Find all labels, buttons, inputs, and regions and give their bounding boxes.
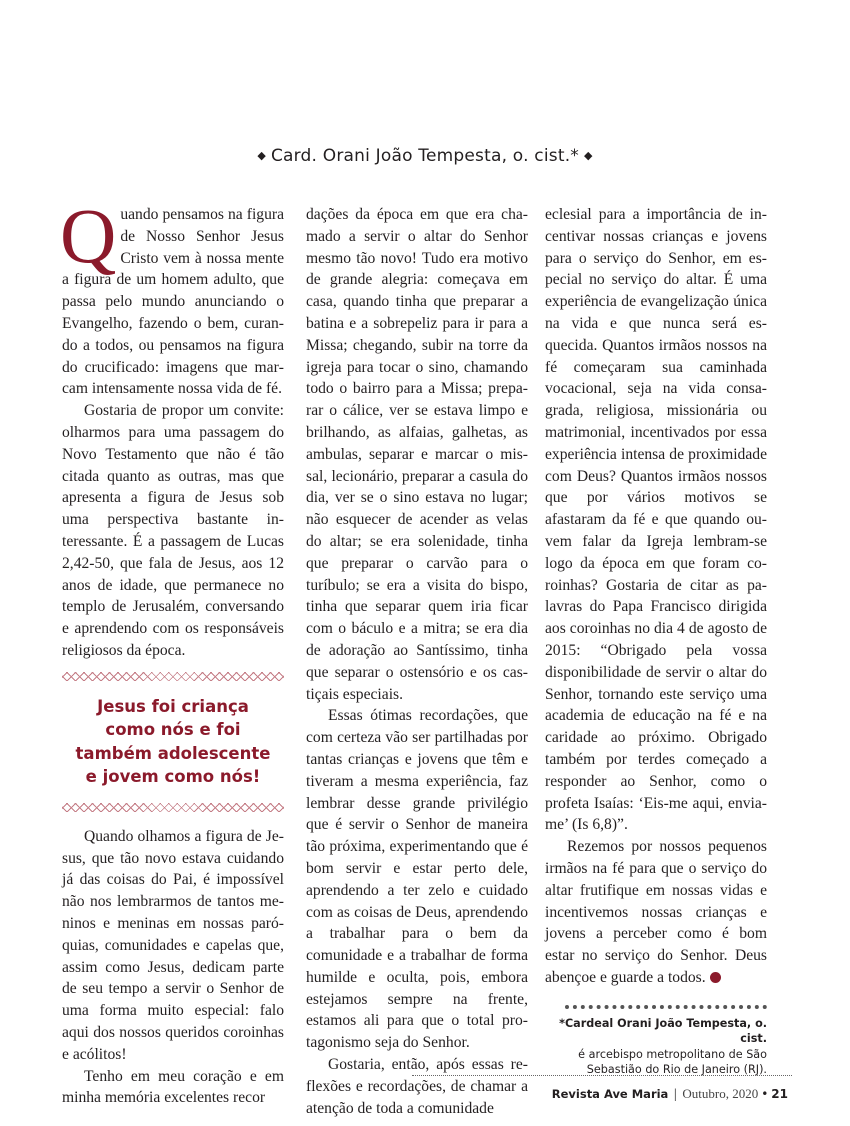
drop-cap: Q (60, 192, 117, 279)
paragraph: Gostaria de propor um convite: olharmos para uma passagem do Novo Testamento que não é tão citada quanto as outras, mas que apresenta a figura de Jesus sob uma perspectiva bastante interessante. É a passagem de Lucas 2,42-50, que fala de Jesus, aos 12 anos de idade, que permanece no templo de Jerusalém, conversando e aprendendo com os responsáveis religiosos da época. (62, 402, 284, 659)
pull-quote-line: e jovem como nós! (85, 767, 261, 787)
bio-name: *Cardeal Orani João Tempesta, o. cist. (559, 1016, 767, 1046)
page-footer (552, 1086, 788, 1102)
byline (0, 146, 850, 166)
footer-divider (412, 1075, 792, 1076)
paragraph: Quando olhamos a figura de Jesus, que tão novo estava cuidando já das coisas do Pai, é impossível não nos lembrarmos de tantos meninos e meninas em nossas paróquias, comunidades e capelas que, assim como Jesus, dedicam parte de seu tempo a servir o Senhor de uma forma muito especial: falo aqui dos nossos queridos coroinhas e acólitos! (62, 827, 284, 1063)
paragraph (545, 836, 767, 989)
ornament-divider (62, 672, 284, 681)
paragraph-text: uando pensamos na figura de Nosso Senhor Jesus Cristo vem à nossa mente a figura de um homem adulto, que passa pelo mundo anunciando o Evangelho, fazendo o bem, curando a todos, ou pensamos na figura do crucificado: imagens que marcam intensamente nossa vida de fé. (62, 206, 284, 398)
paragraph: dações da época em que era chamado a servir o altar do Senhor mesmo tão novo! Tudo era motivo de grande alegria: começava em casa, quando tinha que preparar a batina e a sobrepeliz para ir para a Missa; chegando, subir na torre da igreja para tocar o sino, chamando todo o bairro para a Missa; preparar o cálice, ver se estava limpo e brilhando, as alfaias, galhetas, as ambulas, separar e marcar o missal, lecionário, preparar a casula do dia, ver se o sino estava no lugar; não esquecer de acender as velas do altar; se era solenidade, tinha que preparar o carvão para o turíbulo; se era a visita do bispo, tinha que separar quem iria ficar com o báculo e a mitra; se era dia de adoração ao Santíssimo, tinha que separar o ostensório e os castiçais especiais. (306, 206, 528, 703)
article-column-2 (306, 204, 528, 1119)
paragraph: Tenho em meu coração e em minha memória excelentes recor (62, 1067, 284, 1107)
paragraph-text: Rezemos por nossos pequenos irmãos na fé para que o serviço do altar frutifique em nossas vidas e incentivemos nossas crianças e jovens a perceber como é bom estar no serviço do Senhor. Deus abençoe e guarde a todos. (545, 838, 767, 986)
bullet-icon: • (761, 1087, 769, 1101)
author-bio (545, 1005, 767, 1078)
diamond-ornament-icon: ◆ (257, 149, 266, 162)
diamond-ornament-icon: ◆ (584, 149, 593, 162)
article-column-1 (60, 192, 284, 1109)
issue-date: Outubro, 2020 (682, 1086, 759, 1101)
paragraph: Essas ótimas recordações, que com certeza vão ser partilhadas por tantas crianças e jovens que têm e tiveram a mesma experiência, faz lembrar desse grande privilégio que é servir o Senhor de maneira tão próxima, experimentando que é bom servir e estar perto dele, aprendendo a ter zelo e cuidado com as coisas de Deus, aprendendo a trabalhar para o bem da comunidade e a trabalhar de forma humilde e oculta, pois, embora estejamos sempre na frente, estamos ali para que o total protagonismo seja do Senhor. (306, 707, 528, 1052)
bio-line: é arcebispo metropolitano de São (578, 1047, 767, 1061)
page-number: 21 (771, 1087, 788, 1101)
magazine-name: Revista Ave Maria (551, 1087, 669, 1101)
pull-quote-line: Jesus foi criança (97, 696, 249, 716)
ornament-divider (62, 803, 284, 812)
pull-quote-line: também adolescente (75, 743, 271, 763)
pull-quote (62, 695, 284, 789)
bio-line: Sebastião do Rio de Janeiro (RJ). (586, 1063, 767, 1077)
paragraph: Gostaria, então, após essas reflexões e recordações, de chamar a atenção de toda a comunidade (306, 1056, 528, 1117)
end-of-article-dot-icon (710, 972, 721, 983)
paragraph (60, 192, 284, 400)
paragraph: eclesial para a importância de incentivar nossas crianças e jovens para o serviço do Senhor, em especial no serviço do altar. É uma experiência de evangelização única na vida e que nunca será esquecida. Quantos irmãos nossos na fé começaram sua caminhada vocacional, seja na vida consagrada, religiosa, missionária ou matrimonial, incentivados por essa experiência intensa de proximidade com Deus? Quantos irmãos nossos que por vários motivos se afastaram da fé e que quando ouvem falar da Igreja lembram-se logo da época em que foram coroinhas? Gostaria de citar as palavras do Papa Francisco dirigida aos coroinhas no dia 4 de agosto de 2015: “Obrigado pela vossa disponibilidade de servir o altar do Senhor, tornando este serviço uma academia de educação na fé e na caridade ao próximo. Obrigado também por terdes começado a responder ao Senhor, como o profeta Isaías: ‘Eis-me aqui, envia-me’ (Is 6,8)”. (545, 206, 767, 834)
article-column-3 (545, 204, 767, 1078)
bio-divider (565, 1005, 767, 1013)
pull-quote-line: como nós e foi (105, 720, 241, 740)
footer-separator: | (673, 1087, 678, 1101)
author-byline: Card. Orani João Tempesta, o. cist.* (270, 146, 580, 166)
